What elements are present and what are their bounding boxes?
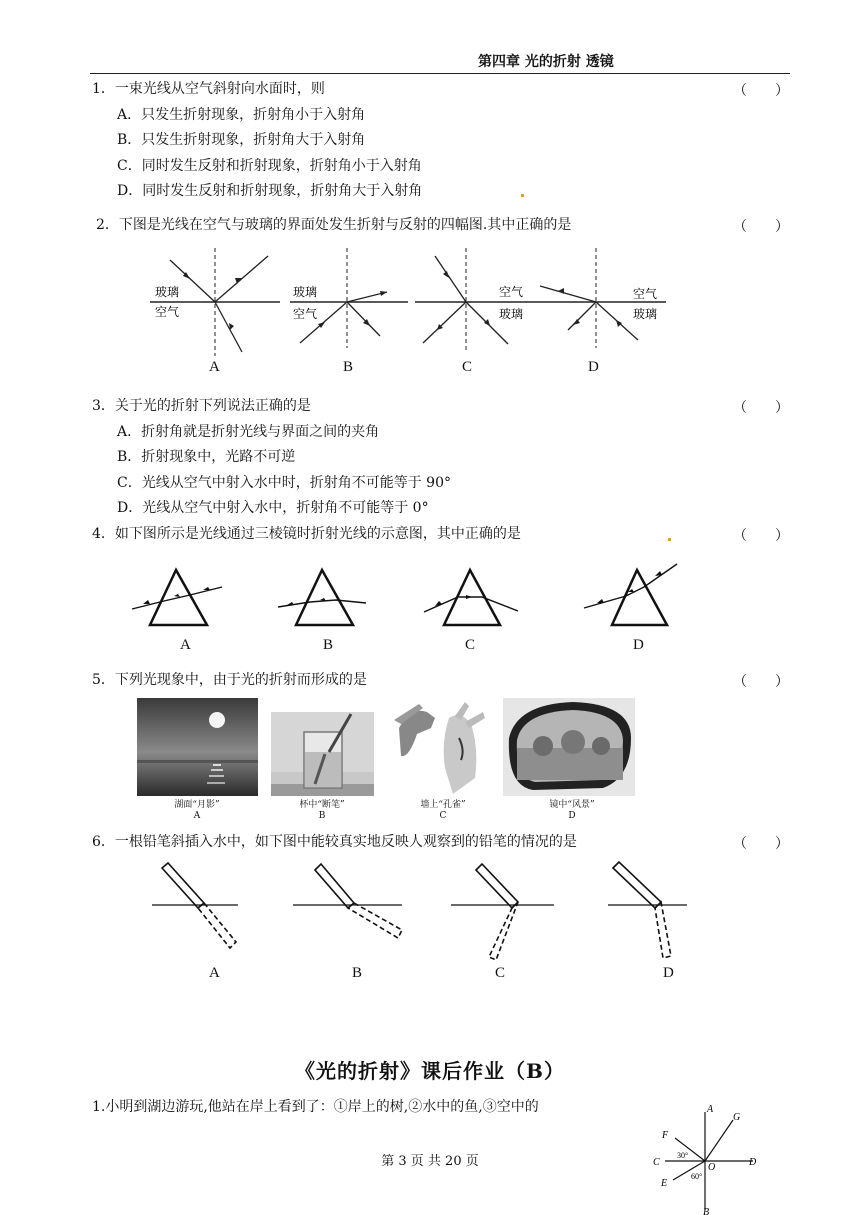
q2-label-d: D <box>588 359 599 375</box>
section-b-q1-stem: 1.小明到湖边游玩,他站在岸上看到了：①岸上的树,②水中的鱼,③空中的 <box>92 1099 539 1115</box>
q4-label-a: A <box>180 637 191 653</box>
q5-label-c: C <box>439 811 447 821</box>
scan-speck <box>521 194 524 197</box>
q4-prism-b <box>276 567 376 629</box>
q5-caption-b: 杯中“断笔” <box>299 800 345 810</box>
q6-pencil-c <box>448 860 558 965</box>
label-G: G <box>733 1112 741 1123</box>
q2-stem: 2．下图是光线在空气与玻璃的界面处发生折射与反射的四幅图.其中正确的是 <box>96 217 572 233</box>
q2-label-c: C <box>462 359 473 375</box>
q1-option-a: A．只发生折射现象，折射角小于入射角 <box>117 107 366 123</box>
q6-label-c: C <box>495 965 506 981</box>
q2a-glass-label: 玻璃 <box>155 285 180 299</box>
label-B: B <box>703 1207 710 1215</box>
label-F: F <box>662 1130 669 1141</box>
q5-label-b: B <box>318 811 326 821</box>
angle-60: 60° <box>691 1172 703 1181</box>
q5-photo-hand-shadow <box>389 698 489 796</box>
q5-caption-d: 镜中“风景” <box>549 800 595 810</box>
q3-option-b: B．折射现象中，光路不可逆 <box>117 449 296 465</box>
q4-stem: 4．如下图所示是光线通过三棱镜时折射光线的示意图，其中正确的是 <box>92 526 521 542</box>
q4-prism-d <box>582 562 692 630</box>
q2c-air-label: 空气 <box>499 285 524 299</box>
q6-pencil-b <box>290 860 410 945</box>
q2-figure-b <box>290 248 410 348</box>
label-A: A <box>707 1104 714 1115</box>
q3-option-a: A．折射角就是折射光线与界面之间的夹角 <box>117 424 380 440</box>
page-footer: 第 3 页 共 20 页 <box>381 1154 479 1169</box>
q4-label-b: B <box>323 637 334 653</box>
q2a-air-label: 空气 <box>155 305 180 319</box>
q5-label-a: A <box>193 811 201 821</box>
q2-label-b: B <box>343 359 354 375</box>
q2b-glass-label: 玻璃 <box>293 285 318 299</box>
q3-stem: 3．关于光的折射下列说法正确的是 <box>92 398 311 414</box>
q2-figure-a <box>150 248 285 356</box>
angle-30: 30° <box>677 1151 689 1160</box>
q4-label-c: C <box>465 637 476 653</box>
q4-answer-paren: （ ） <box>733 528 789 544</box>
q6-stem: 6．一根铅笔斜插入水中，如下图中能较真实地反映人观察到的铅笔的情况的是 <box>92 834 577 850</box>
q5-photo-broken-pencil <box>271 712 374 796</box>
q1-option-d: D．同时发生反射和折射现象，折射角大于入射角 <box>117 183 423 199</box>
q4-label-d: D <box>633 637 644 653</box>
q2-answer-paren: （ ） <box>733 219 789 235</box>
header-rule <box>90 73 790 74</box>
q4-prism-a <box>130 567 230 629</box>
q2d-air-label: 空气 <box>633 287 658 301</box>
label-O: O <box>708 1162 716 1173</box>
q2-figure-d <box>538 248 668 348</box>
q3-option-d: D．光线从空气中射入水中，折射角不可能等于 0° <box>117 500 429 516</box>
chapter-header: 第四章 光的折射 透镜 <box>478 54 614 70</box>
q6-pencil-a <box>150 860 250 955</box>
label-C: C <box>653 1157 660 1168</box>
q4-prism-c <box>420 567 520 629</box>
q5-photo-moon-reflection <box>137 698 258 796</box>
q3-option-c: C．光线从空气中射入水中时，折射角不可能等于 90° <box>117 475 451 491</box>
label-D: D <box>749 1157 757 1168</box>
q6-label-a: A <box>209 965 220 981</box>
q2-label-a: A <box>209 359 220 375</box>
label-E: E <box>661 1178 668 1189</box>
q2d-glass-label: 玻璃 <box>633 307 658 321</box>
q5-caption-c: 墙上“孔雀” <box>420 800 466 810</box>
q6-pencil-d <box>605 860 690 965</box>
q5-photo-car-mirror <box>503 698 635 796</box>
q1-answer-paren: （ ） <box>733 83 789 99</box>
section-b-title: 《光的折射》课后作业（B） <box>295 1059 565 1083</box>
q3-answer-paren: （ ） <box>733 400 789 416</box>
q1-option-c: C．同时发生反射和折射现象，折射角小于入射角 <box>117 158 422 174</box>
q5-label-d: D <box>568 811 576 821</box>
q6-label-d: D <box>663 965 674 981</box>
scan-speck <box>668 538 671 541</box>
q5-stem: 5．下列光现象中，由于光的折射而形成的是 <box>92 672 367 688</box>
q6-label-b: B <box>352 965 363 981</box>
q1-stem: 1．一束光线从空气斜射向水面时，则 <box>92 81 325 97</box>
q2-figure-c <box>415 248 540 353</box>
q2c-glass-label: 玻璃 <box>499 307 524 321</box>
q2b-air-label: 空气 <box>293 307 318 321</box>
q5-caption-a: 湖面“月影” <box>174 800 220 810</box>
q6-answer-paren: （ ） <box>733 836 789 852</box>
q1-option-b: B．只发生折射现象，折射角大于入射角 <box>117 132 366 148</box>
q5-answer-paren: （ ） <box>733 674 789 690</box>
